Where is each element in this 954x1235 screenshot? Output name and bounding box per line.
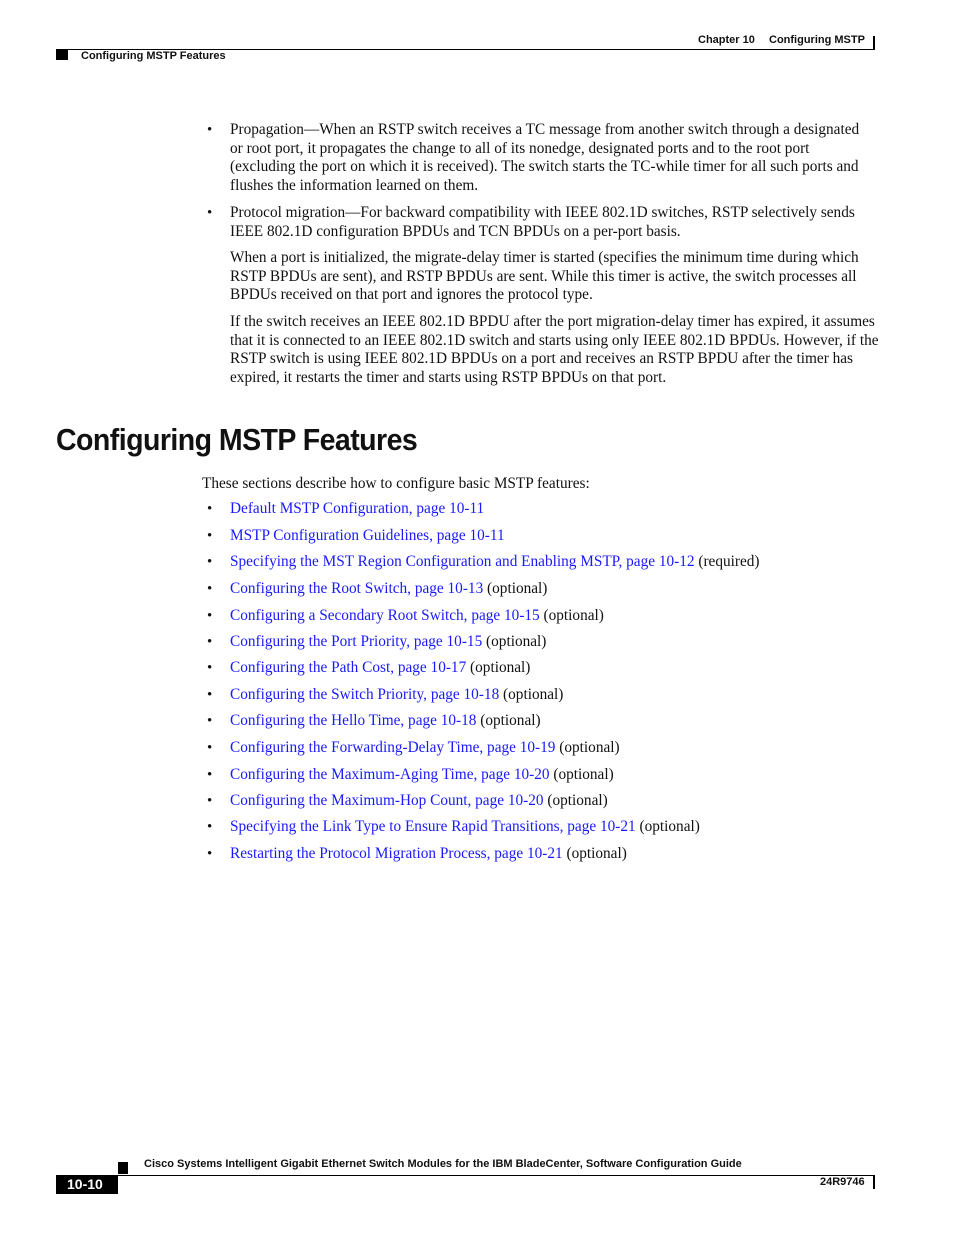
list-item: Configuring the Maximum-Aging Time, page 10-20 (optional)	[230, 766, 614, 783]
footer-rule	[118, 1175, 875, 1176]
list-item: Configuring the Path Cost, page 10-17 (optional)	[230, 659, 531, 676]
bullet-dot: •	[207, 687, 213, 703]
link-maximum-aging-time[interactable]: Configuring the Maximum-Aging Time, page 10-20	[230, 766, 550, 783]
list-item: Restarting the Protocol Migration Process, page 10-21 (optional)	[230, 845, 627, 862]
header-chapter: Chapter 10	[698, 34, 755, 46]
list-item: Configuring the Forwarding-Delay Time, page 10-19 (optional)	[230, 739, 620, 756]
link-path-cost[interactable]: Configuring the Path Cost, page 10-17	[230, 659, 467, 676]
link-maximum-hop-count[interactable]: Configuring the Maximum-Hop Count, page 10-20	[230, 792, 544, 809]
bullet-dot: •	[207, 122, 213, 138]
link-default-mstp-configuration[interactable]: Default MSTP Configuration, page 10-11	[230, 500, 485, 517]
link-link-type[interactable]: Specifying the Link Type to Ensure Rapid Transitions, page 10-21	[230, 818, 636, 835]
bullet-dot: •	[207, 713, 213, 729]
section-heading: Configuring MSTP Features	[56, 422, 418, 457]
footer-document-title: Cisco Systems Intelligent Gigabit Ethernet Switch Modules for the IBM BladeCenter, Software Configuration Guide	[144, 1158, 742, 1170]
list-item: Configuring a Secondary Root Switch, page 10-15 (optional)	[230, 607, 604, 624]
link-port-priority[interactable]: Configuring the Port Priority, page 10-15	[230, 633, 483, 650]
page-number: 10-10	[67, 1176, 103, 1192]
footer-document-number: 24R9746	[820, 1176, 865, 1188]
bullet-dot: •	[207, 660, 213, 676]
link-protocol-migration[interactable]: Restarting the Protocol Migration Process, page 10-21	[230, 845, 563, 862]
link-mstp-configuration-guidelines[interactable]: MSTP Configuration Guidelines, page 10-11	[230, 527, 505, 544]
header-chapter-title: Configuring MSTP	[769, 34, 865, 46]
link-mst-region-configuration[interactable]: Specifying the MST Region Configuration and Enabling MSTP, page 10-12	[230, 553, 695, 570]
link-forwarding-delay-time[interactable]: Configuring the Forwarding-Delay Time, page 10-19	[230, 739, 556, 756]
list-item: Configuring the Maximum-Hop Count, page 10-20 (optional)	[230, 792, 608, 809]
bullet-dot: •	[207, 581, 213, 597]
header-section-title: Configuring MSTP Features	[81, 50, 226, 62]
list-item: Configuring the Root Switch, page 10-13 (optional)	[230, 580, 548, 597]
bullet-dot: •	[207, 554, 213, 570]
list-item	[230, 527, 505, 545]
bullet-dot: •	[207, 767, 213, 783]
list-item: Configuring the Switch Priority, page 10-18 (optional)	[230, 686, 564, 703]
list-item: Specifying the MST Region Configuration and Enabling MSTP, page 10-12 (required)	[230, 553, 760, 570]
list-item: Configuring the Port Priority, page 10-15 (optional)	[230, 633, 547, 650]
list-item	[230, 500, 484, 518]
header-section-marker	[56, 50, 68, 60]
link-root-switch[interactable]: Configuring the Root Switch, page 10-13	[230, 580, 484, 597]
bullet-dot: •	[207, 634, 213, 650]
bullet-dot: •	[207, 793, 213, 809]
bullet-dot: •	[207, 846, 213, 862]
paragraph-timer-expired: If the switch receives an IEEE 802.1D BPDU after the port migration-delay timer has expired, it assumes that it is connected to an IEEE 802.1D switch and starts using only IEEE 802.1D BPDUs. However, if the RSTP switch is using IEEE 802.1D BPDUs on a port and receives an RSTP BPDU after the timer has expired, it restarts the timer and starts using RSTP BPDUs on that port.	[230, 313, 879, 386]
list-item: Specifying the Link Type to Ensure Rapid Transitions, page 10-21 (optional)	[230, 818, 700, 835]
link-switch-priority[interactable]: Configuring the Switch Priority, page 10-18	[230, 686, 500, 703]
bullet-dot: •	[207, 740, 213, 756]
bullet-dot: •	[207, 501, 213, 517]
footer-corner-mark	[873, 1175, 875, 1189]
bullet-protocol-migration: Protocol migration—For backward compatibility with IEEE 802.1D switches, RSTP selectively sends IEEE 802.1D configuration BPDUs and TCN BPDUs on a per-port basis.	[230, 204, 855, 240]
bullet-dot: •	[207, 528, 213, 544]
list-item: Configuring the Hello Time, page 10-18 (optional)	[230, 712, 541, 729]
link-secondary-root-switch[interactable]: Configuring a Secondary Root Switch, page 10-15	[230, 607, 540, 624]
section-intro: These sections describe how to configure basic MSTP features:	[202, 475, 590, 492]
bullet-dot: •	[207, 608, 213, 624]
link-hello-time[interactable]: Configuring the Hello Time, page 10-18	[230, 712, 477, 729]
header-corner-mark	[873, 36, 875, 50]
footer-marker	[118, 1162, 128, 1174]
bullet-propagation: Propagation—When an RSTP switch receives a TC message from another switch through a designated or root port, it propagates the change to all of its nonedge, designated ports and to the root port (excluding the port on which it is received). The switch starts the TC-while timer for all such ports and flushes the information learned on them.	[230, 121, 860, 194]
bullet-dot: •	[207, 205, 213, 221]
paragraph-migrate-delay: When a port is initialized, the migrate-delay timer is started (specifies the minimum time during which RSTP BPDUs are sent), and RSTP BPDUs are sent. While this timer is active, the switch processes all BPDUs received on that port and ignores the protocol type.	[230, 249, 859, 304]
bullet-dot: •	[207, 819, 213, 835]
